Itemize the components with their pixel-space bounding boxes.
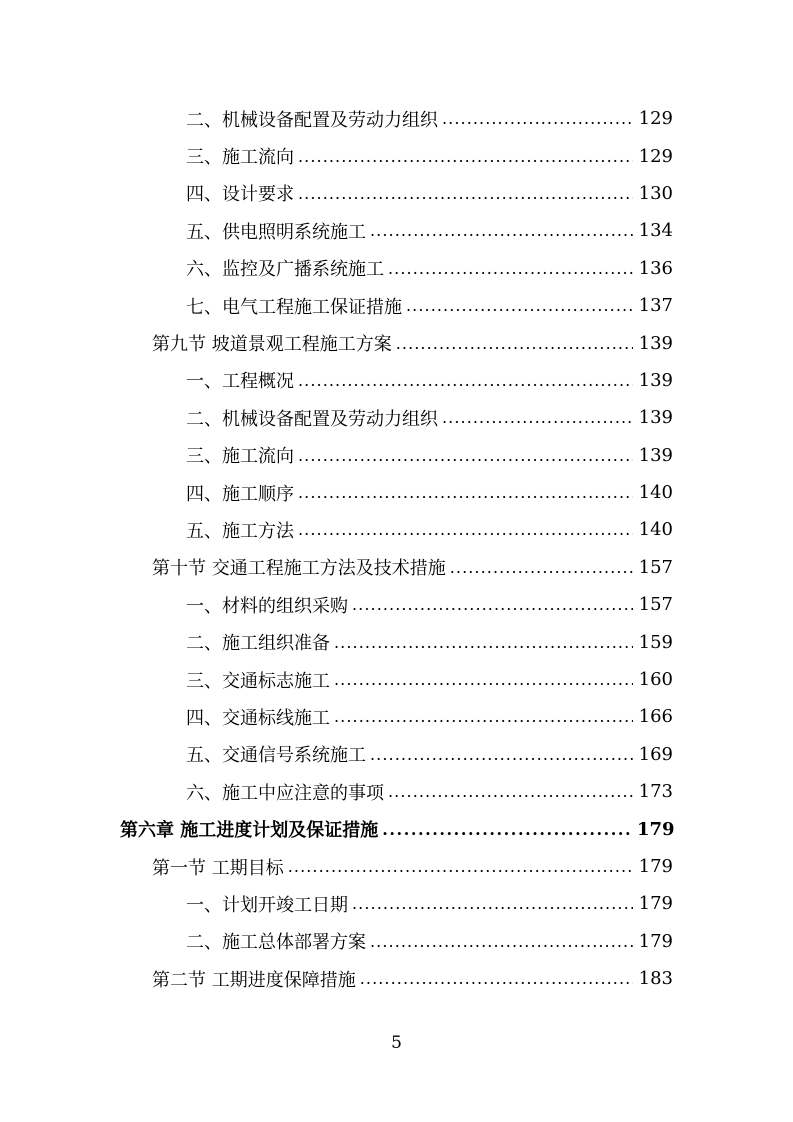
toc-dot-leader	[406, 296, 633, 315]
toc-entry-title: 四、交通标线施工	[186, 707, 330, 729]
toc-dot-leader	[298, 371, 633, 390]
toc-dot-leader	[298, 520, 633, 539]
toc-dot-leader	[388, 259, 633, 278]
toc-entry[interactable]	[0, 212, 793, 249]
toc-entry-page: 166	[638, 706, 673, 728]
toc-entry[interactable]	[0, 549, 793, 586]
page-number: 5	[391, 1033, 402, 1053]
toc-entry[interactable]	[0, 287, 793, 324]
toc-entry[interactable]	[0, 324, 793, 361]
toc-entry-page: 136	[638, 257, 673, 279]
toc-entry[interactable]	[0, 736, 793, 773]
toc-entry-title: 二、施工总体部署方案	[186, 932, 366, 954]
toc-entry[interactable]	[0, 511, 793, 548]
toc-entry[interactable]	[0, 586, 793, 623]
toc-entry[interactable]	[0, 474, 793, 511]
toc-dot-leader	[370, 221, 633, 240]
table-of-contents	[0, 100, 793, 997]
toc-entry-title: 三、交通标志施工	[186, 670, 330, 692]
toc-entry-title: 二、机械设备配置及劳动力组织	[186, 408, 438, 430]
toc-entry-title: 三、施工流向	[186, 147, 294, 169]
toc-entry[interactable]	[0, 773, 793, 810]
toc-entry[interactable]	[0, 923, 793, 960]
toc-entry[interactable]	[0, 100, 793, 137]
toc-dot-leader	[288, 857, 633, 876]
toc-entry[interactable]	[0, 362, 793, 399]
toc-entry-title: 二、施工组织准备	[186, 633, 330, 655]
toc-dot-leader	[298, 184, 633, 203]
toc-entry-title: 一、工程概况	[186, 371, 294, 393]
toc-entry-page: 179	[638, 930, 673, 952]
toc-entry-page: 139	[638, 407, 673, 429]
toc-entry-page: 169	[638, 743, 673, 765]
toc-entry-page: 137	[638, 295, 673, 317]
toc-entry-title: 五、供电照明系统施工	[186, 221, 366, 243]
toc-dot-leader	[382, 820, 633, 839]
toc-entry-page: 173	[638, 781, 673, 803]
toc-entry-title: 第二节 工期进度保障措施	[152, 969, 356, 991]
toc-entry-title: 二、机械设备配置及劳动力组织	[186, 109, 438, 131]
toc-entry-page: 183	[638, 968, 673, 990]
toc-entry-title: 六、施工中应注意的事项	[186, 782, 384, 804]
toc-entry[interactable]	[0, 810, 793, 847]
toc-dot-leader	[298, 483, 633, 502]
toc-dot-leader	[298, 147, 633, 166]
toc-entry-page: 129	[638, 108, 673, 130]
toc-entry-title: 五、施工方法	[186, 520, 294, 542]
toc-entry-page: 139	[638, 369, 673, 391]
toc-dot-leader	[396, 334, 633, 353]
toc-entry[interactable]	[0, 885, 793, 922]
toc-entry[interactable]	[0, 250, 793, 287]
toc-entry[interactable]	[0, 175, 793, 212]
toc-entry[interactable]	[0, 623, 793, 660]
toc-entry-page: 140	[638, 519, 673, 541]
toc-entry-page: 157	[638, 594, 673, 616]
toc-entry[interactable]	[0, 698, 793, 735]
toc-entry-page: 139	[638, 332, 673, 354]
toc-entry-title: 第一节 工期目标	[152, 857, 284, 879]
toc-entry[interactable]	[0, 137, 793, 174]
toc-entry-title: 一、计划开竣工日期	[186, 894, 348, 916]
toc-entry-title: 四、施工顺序	[186, 483, 294, 505]
toc-dot-leader	[334, 670, 633, 689]
toc-entry-page: 179	[638, 893, 673, 915]
toc-entry-title: 第六章 施工进度计划及保证措施	[120, 820, 379, 842]
toc-dot-leader	[442, 109, 633, 128]
toc-entry-page: 160	[638, 669, 673, 691]
toc-entry-title: 五、交通信号系统施工	[186, 745, 366, 767]
toc-entry-page: 159	[638, 631, 673, 653]
toc-dot-leader	[442, 408, 633, 427]
toc-dot-leader	[334, 707, 633, 726]
toc-entry-title: 第九节 坡道景观工程施工方案	[152, 334, 392, 356]
toc-dot-leader	[352, 595, 633, 614]
toc-entry-page: 139	[638, 444, 673, 466]
toc-dot-leader	[334, 633, 633, 652]
toc-dot-leader	[360, 969, 633, 988]
toc-entry-title: 第十节 交通工程施工方法及技术措施	[152, 558, 446, 580]
toc-dot-leader	[388, 782, 633, 801]
toc-entry-page: 179	[637, 818, 675, 840]
toc-entry-title: 六、监控及广播系统施工	[186, 259, 384, 281]
toc-dot-leader	[370, 745, 633, 764]
toc-entry-title: 四、设计要求	[186, 184, 294, 206]
toc-entry[interactable]	[0, 437, 793, 474]
toc-entry-page: 179	[638, 856, 673, 877]
toc-entry-page: 134	[638, 220, 673, 242]
toc-dot-leader	[298, 446, 633, 465]
toc-entry-page: 140	[638, 482, 673, 504]
toc-entry-title: 三、施工流向	[186, 446, 294, 468]
toc-entry-title: 一、材料的组织采购	[186, 595, 348, 617]
toc-entry[interactable]	[0, 848, 793, 885]
toc-entry-page: 130	[638, 182, 673, 204]
toc-entry[interactable]	[0, 399, 793, 436]
toc-entry-page: 157	[638, 556, 673, 578]
toc-entry-title: 七、电气工程施工保证措施	[186, 296, 402, 318]
toc-dot-leader	[370, 932, 633, 951]
toc-entry-page: 129	[638, 145, 673, 167]
toc-entry[interactable]	[0, 960, 793, 997]
toc-dot-leader	[450, 558, 633, 577]
toc-dot-leader	[352, 894, 633, 913]
toc-entry[interactable]	[0, 661, 793, 698]
